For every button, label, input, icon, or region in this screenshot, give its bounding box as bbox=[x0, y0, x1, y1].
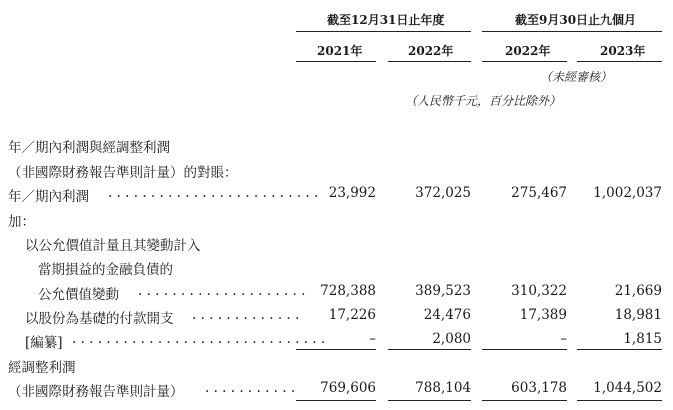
value-cell: – bbox=[560, 331, 567, 347]
row-label-fair-value-line3: 公允價值變動 bbox=[38, 287, 119, 303]
value-cell: 310,322 bbox=[511, 283, 567, 299]
row-label-fair-value-line1: 以公允價值計量且其變動計入 bbox=[25, 238, 201, 254]
value-cell: 1,044,502 bbox=[593, 380, 662, 396]
year-header-2022: 2022年 bbox=[408, 44, 454, 58]
value-cell: 372,025 bbox=[415, 185, 471, 201]
row-label-reconciliation-title: 年／期內利潤與經調整利潤 bbox=[8, 140, 170, 156]
value-cell: 2,080 bbox=[432, 331, 471, 347]
header-group-nine-months: 截至9月30日止九個月 bbox=[515, 13, 637, 27]
value-cell: 603,178 bbox=[511, 380, 567, 396]
units-note: （人民幣千元，百分比除外） bbox=[405, 94, 562, 108]
value-cell: 18,981 bbox=[614, 307, 662, 323]
leader-dots: . . . . . . . . . . . . . bbox=[192, 307, 300, 323]
row-label-redacted: [編纂] bbox=[25, 335, 63, 351]
value-cell: 389,523 bbox=[415, 283, 471, 299]
value-cell: 1,815 bbox=[623, 331, 662, 347]
leader-dots: . . . . . . . . . . . bbox=[205, 380, 296, 396]
unaudited-note: （未經審核） bbox=[540, 70, 613, 84]
header-group-fiscal-year: 截至12月31日止年度 bbox=[327, 13, 445, 27]
row-label-reconciliation-subtitle: （非國際財務報告準則計量）的對賬： bbox=[8, 165, 238, 181]
total-rule-2 bbox=[388, 400, 471, 401]
subtotal-rule-2 bbox=[388, 349, 471, 350]
row-label-adjusted-profit: 經調整利潤 bbox=[8, 360, 76, 376]
header-rule-fiscal-year bbox=[296, 31, 471, 32]
value-cell: 275,467 bbox=[511, 185, 567, 201]
value-cell: 728,388 bbox=[320, 283, 376, 299]
total-rule-4 bbox=[577, 400, 662, 401]
subtotal-rule-4 bbox=[577, 349, 662, 350]
row-label-add: 加： bbox=[8, 214, 35, 230]
year-header-2021: 2021年 bbox=[317, 44, 363, 58]
year-rule-1 bbox=[296, 61, 376, 62]
year-header-2023: 2023年 bbox=[600, 44, 646, 58]
value-cell: – bbox=[369, 331, 376, 347]
subtotal-rule-3 bbox=[482, 349, 567, 350]
value-cell: 769,606 bbox=[320, 380, 376, 396]
year-rule-4 bbox=[577, 61, 662, 62]
leader-dots: . . . . . . . . . . . . . . . . . . . . . . . . . . . . . . bbox=[72, 331, 326, 347]
total-rule-3 bbox=[482, 400, 567, 401]
value-cell: 17,226 bbox=[328, 307, 376, 323]
value-cell: 788,104 bbox=[415, 380, 471, 396]
value-cell: 23,992 bbox=[328, 185, 376, 201]
year-header-2022-nine-months: 2022年 bbox=[505, 44, 551, 58]
value-cell: 21,669 bbox=[614, 283, 662, 299]
subtotal-rule-1 bbox=[296, 349, 376, 350]
header-rule-nine-months bbox=[482, 31, 662, 32]
leader-dots: . . . . . . . . . . . . . . . . . . . . bbox=[138, 283, 306, 299]
value-cell: 24,476 bbox=[423, 307, 471, 323]
year-rule-3 bbox=[482, 61, 567, 62]
row-label-share-based-payment: 以股份為基礎的付款開支 bbox=[25, 311, 174, 327]
year-rule-2 bbox=[388, 61, 471, 62]
row-label-fair-value-line2: 當期損益的金融負債的 bbox=[38, 262, 173, 278]
row-label-adjusted-profit-subtitle: （非國際財務報告準則計量） bbox=[8, 384, 184, 400]
leader-dots: . . . . . . . . . . . . . . . . . . . . . . . . . bbox=[108, 185, 319, 201]
total-rule-1 bbox=[296, 400, 376, 401]
value-cell: 1,002,037 bbox=[593, 185, 662, 201]
row-label-profit-for-period: 年／期內利潤 bbox=[8, 189, 89, 205]
value-cell: 17,389 bbox=[519, 307, 567, 323]
